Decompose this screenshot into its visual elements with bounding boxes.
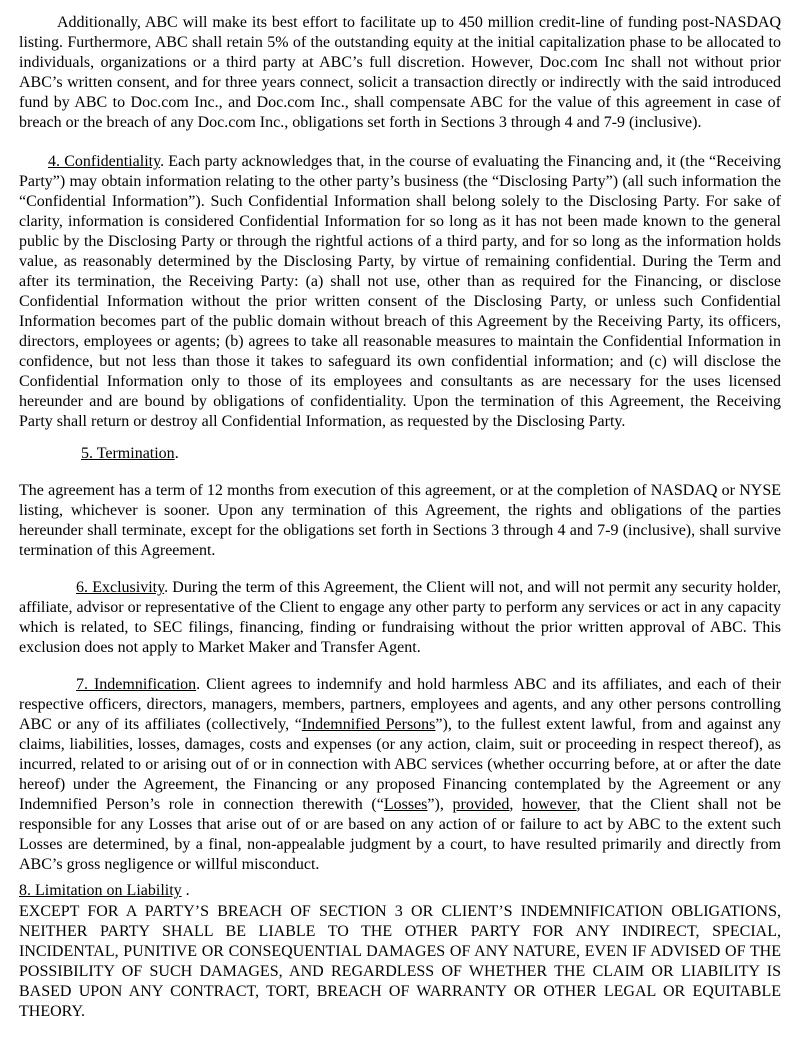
section-limitation-heading-line bbox=[19, 881, 781, 901]
intro-paragraph: Additionally, ABC will make its best effort to facilitate up to 450 million credit-line of funding post-NASDAQ listing. Furthermore, ABC shall retain 5% of the outstanding equity at the initial capitalization phase to be allocated to individuals, organizations or a third party at ABC’s full discretion. However, Doc.com Inc shall not without prior ABC’s written consent, and for three years connect, solicit a transaction directly or indirectly with the said introduced fund by ABC to Doc.com Inc., and Doc.com Inc., shall compensate ABC for the value of this agreement in case of breach or the breach of any Doc.com Inc., obligations set forth in Sections 3 through 4 and 7-9 (inclusive). bbox=[19, 14, 781, 131]
section-termination-body: The agreement has a term of 12 months from execution of this agreement, or at the completion of NASDAQ or NYSE listing, whichever is sooner. Upon any termination of this Agreement, the rights and obligations of the parties hereunder shall terminate, except for the obligations set forth in Sections 3 through 4 and 7-9 (inclusive), shall survive termination of this Agreement. bbox=[19, 482, 781, 559]
section-indemnification-text-1: . Client agrees to indemnify and hold harmless ABC and its affiliates, and each of their respective officers, directors, managers, members, partners, employees and agents, and any other persons controlling ABC or any of its affiliates (collectively, “ bbox=[19, 676, 781, 733]
section-termination-heading: 5. Termination bbox=[81, 445, 175, 462]
section-termination-heading-line bbox=[19, 444, 781, 464]
section-confidentiality-body: . Each party acknowledges that, in the course of evaluating the Financing and, it (the “Receiving Party”) may obtain information relating to the other party’s business (the “Disclosing Party”) (all such information the “Confidential Information”). Such Confidential Information shall belong solely to the Disclosing Party. For sake of clarity, information is considered Confidential Information for so long as it has not been made known to the general public by the Disclosing Party or through the rightful actions of a third party, and for so long as the information holds value, as reasonably determined by the Disclosing Party, by virtue of remaining confidential. During the Term and after its termination, the Receiving Party: (a) shall not use, other than as required for the Financing, or disclose Confidential Information without the prior written consent of the Disclosing Party, or unless such Confidential Information becomes part of the public domain without breach of this Agreement by the Receiving Party, its officers, directors, employees or agents; (b) agrees to take all reasonable measures to maintain the Confidential Information in confidence, but not less than those it takes to safeguard its own confidential information; and (c) will disclose the Confidential Information only to those of its employees and consultants as are necessary for the uses licensed hereunder and are bound by obligations of confidentiality. Upon the termination of this Agreement, the Receiving Party shall return or destroy all Confidential Information, as requested by the Disclosing Party. bbox=[19, 153, 781, 430]
section-exclusivity-heading: 6. Exclusivity bbox=[76, 579, 165, 596]
section-exclusivity-body: . During the term of this Agreement, the Client will not, and will not permit any security holder, affiliate, advisor or representative of the Client to engage any other party to perform any services or act in any capacity which is related, to SEC filings, financing, finding or fundraising without the prior written approval of ABC. This exclusion does not apply to Market Maker and Transfer Agent. bbox=[19, 579, 782, 656]
section-indemnification-heading: 7. Indemnification bbox=[76, 676, 197, 693]
section-limitation-body: EXCEPT FOR A PARTY’S BREACH OF SECTION 3 OR CLIENT’S INDEMNIFICATION OBLIGATIONS, NEITHER PARTY SHALL BE LIABLE TO THE OTHER PARTY FOR ANY INDIRECT, SPECIAL, INCIDENTAL, PUNITIVE OR CONSEQUENTIAL DAMAGES OF ANY NATURE, EVEN IF ADVISED OF THE POSSIBILITY OF SUCH DAMAGES, AND REGARDLESS OF WHETHER THE CLAIM OR LIABILITY IS BASED UPON ANY CONTRACT, TORT, BREACH OF WARRANTY OR OTHER LEGAL OR EQUITABLE THEORY. bbox=[19, 903, 781, 1020]
section-confidentiality-heading: 4. Confidentiality bbox=[48, 153, 161, 170]
section-indemnification-text-7: , bbox=[509, 796, 523, 813]
section-exclusivity bbox=[19, 578, 781, 658]
section-limitation-heading-period: . bbox=[181, 882, 190, 899]
indemnified-persons-term: Indemnified Persons bbox=[301, 716, 436, 733]
section-indemnification-text-9: , that the Client shall not be responsible for any Losses that arise out of or are based on any action of or failure to act by ABC to the extent such Losses are determined, by a final, non-appealable judgment by a court, to have resulted primarily and directly from ABC’s gross negligence or willful misconduct. bbox=[19, 796, 781, 873]
losses-term: Losses bbox=[383, 796, 428, 813]
provided-term: provided bbox=[452, 796, 510, 813]
section-indemnification-text-3: ”), to the fullest extent lawful, from and against any claims, liabilities, losses, damages, costs and expenses (or any action, claim, suit or proceeding in respect thereof), as incurred, related to or arising out of or in connection with ABC services (whether occurring before, at or after the date hereof) under the Agreement, the Financing or any proposed Financing contemplated by the Agreement or any Indemnified Person’s role in connection therewith (“ bbox=[19, 716, 781, 813]
section-indemnification-text-5: ”), bbox=[427, 796, 453, 813]
section-indemnification bbox=[19, 675, 781, 875]
section-termination-heading-period: . bbox=[174, 445, 179, 462]
section-confidentiality bbox=[19, 152, 781, 432]
section-limitation-heading: 8. Limitation on Liability bbox=[19, 882, 182, 899]
however-term: however bbox=[522, 796, 577, 813]
